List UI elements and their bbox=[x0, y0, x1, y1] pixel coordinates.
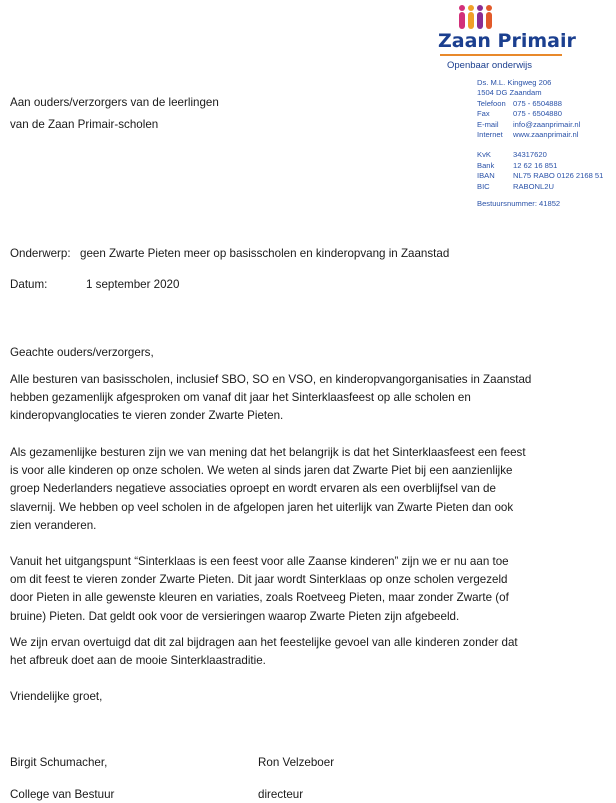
subject-line bbox=[10, 247, 449, 260]
address-line: 1504 DG Zaandam bbox=[477, 88, 542, 98]
signatory-role: directeur bbox=[258, 788, 304, 801]
body-paragraph: Als gezamenlijke besturen zijn we van mening dat het belangrijk is dat het Sinterklaasfeest een feest is voor alle kinderen op onze scholen. We weten al sinds jaren dat Zwarte Piet bij een aanzienlijke groep Nederlanders negatieve associaties oproept en wordt ervaren als een overblijfsel van de slavernij. We hebben op veel scholen in de afgelopen jaren het uiterlijk van Zwarte Pieten dan ook zien veranderen. bbox=[10, 446, 526, 532]
recipient-line: Aan ouders/verzorgers van de leerlingen bbox=[10, 96, 219, 109]
org-tagline: Openbaar onderwijs bbox=[447, 60, 533, 71]
contact-website: Internet www.zaanprimair.nl bbox=[477, 130, 579, 140]
org-name: Zaan Primair bbox=[438, 30, 576, 52]
contact-fax: Fax 075 - 6504880 bbox=[477, 109, 562, 119]
registry-kvk: KvK 34317620 bbox=[477, 150, 547, 160]
contact-phone: Telefoon 075 - 6504888 bbox=[477, 98, 562, 108]
signatory-name: Birgit Schumacher, bbox=[10, 756, 108, 769]
registry-bank: Bank 12 62 16 851 bbox=[477, 160, 558, 170]
board-number: Bestuursnummer: 41852 bbox=[477, 199, 561, 209]
logo-divider bbox=[440, 54, 562, 56]
recipient-address bbox=[10, 92, 219, 136]
date-label: Datum: bbox=[10, 278, 48, 291]
address-line: Ds. M.L. Kingweg 206 bbox=[477, 78, 552, 87]
signatory-role: College van Bestuur bbox=[10, 788, 115, 801]
registry-iban: IBAN NL75 RABO 0126 2168 51 bbox=[477, 171, 604, 181]
subject-label: Onderwerp: bbox=[10, 247, 71, 260]
contact-block bbox=[477, 78, 603, 209]
closing: Vriendelijke groet, bbox=[10, 690, 103, 703]
salutation: Geachte ouders/verzorgers, bbox=[10, 346, 154, 359]
contact-email: E-mail info@zaanprimair.nl bbox=[477, 119, 581, 129]
letterhead-logo bbox=[438, 4, 576, 71]
subject-value: geen Zwarte Pieten meer op basisscholen en kinderopvang in Zaanstad bbox=[80, 247, 450, 260]
recipient-line: van de Zaan Primair-scholen bbox=[10, 118, 159, 131]
body-paragraph: We zijn ervan overtuigd dat dit zal bijdragen aan het feestelijke gevoel van alle kinderen zonder dat het afbreuk doet aan de mooie Sinterklaastraditie. bbox=[10, 636, 518, 668]
children-figures-icon bbox=[456, 4, 496, 32]
body-paragraph: Alle besturen van basisscholen, inclusief SBO, SO en VSO, en kinderopvangorganisaties in Zaanstad hebben gezamenlijk afgesproken om vanaf dit jaar het Sinterklaasfeest op alle scholen en kinderopvanglocaties te vieren zonder Zwarte Pieten. bbox=[10, 373, 532, 423]
signatory-name: Ron Velzeboer bbox=[258, 756, 335, 769]
date-value: 1 september 2020 bbox=[86, 278, 180, 291]
body-paragraph: Vanuit het uitgangspunt “Sinterklaas is een feest voor alle Zaanse kinderen” zijn we er nu aan toe om dit feest te vieren zonder Zwarte Pieten. Dit jaar wordt Sinterklaas op onze scholen vergezeld door Pieten in alle gewenste kleuren en variaties, zoals Roetveeg Pieten, maar zonder Zwarte (of bruine) Pieten. Dat geldt ook voor de versieringen waarop Zwarte Pieten zijn afgebeeld. bbox=[10, 555, 509, 623]
date-line bbox=[10, 278, 179, 291]
registry-bic: BIC RABONL2U bbox=[477, 181, 554, 191]
